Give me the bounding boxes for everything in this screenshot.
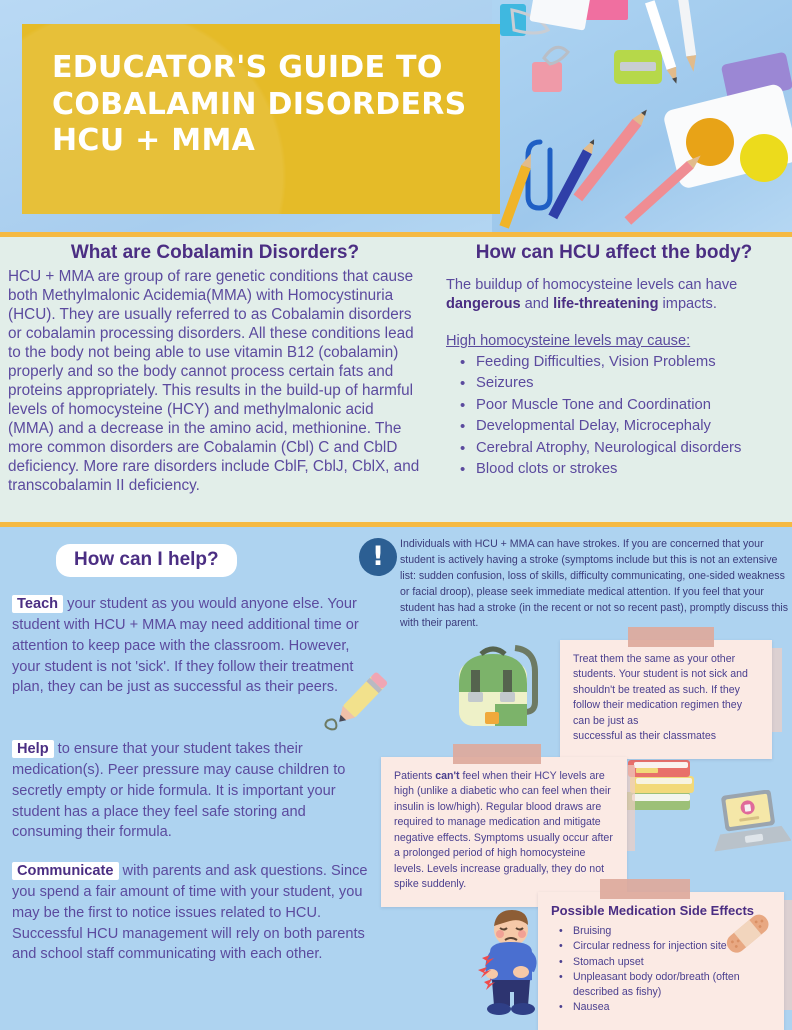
intro-part-1: The buildup of homocysteine levels can have bbox=[446, 277, 738, 293]
list-item-continuation: described as fishy) bbox=[573, 986, 662, 998]
paragraph-help-text: to ensure that your student takes their medication(s). Peer pressure may cause children to secretly empty or hide formula. It is important your student has a place they feel safe storing and consuming their formula. bbox=[12, 741, 346, 841]
cobalamin-heading: What are Cobalamin Disorders? bbox=[70, 242, 360, 263]
paragraph-teach bbox=[12, 594, 368, 698]
green-backpack-illustration bbox=[437, 632, 547, 738]
intro-mid: and bbox=[520, 296, 554, 313]
exclamation-icon bbox=[359, 538, 397, 576]
list-item: • Poor Muscle Tone and Coordination bbox=[460, 395, 782, 416]
note-treat-last-line: successful as their classmates bbox=[573, 730, 717, 743]
keyword-communicate: Communicate bbox=[12, 862, 119, 880]
list-item: • Blood clots or strokes bbox=[460, 459, 782, 480]
note-patients-text bbox=[394, 769, 615, 893]
list-item: • Bruising bbox=[559, 924, 772, 939]
title-line-1: EDUCATOR'S GUIDE TO bbox=[52, 50, 443, 85]
how-can-i-help-title: How can I help? bbox=[56, 544, 237, 577]
paragraph-help bbox=[12, 739, 368, 843]
list-item-text: Unpleasant body odor/breath (often bbox=[573, 970, 740, 983]
page-title bbox=[52, 50, 474, 160]
middle-section bbox=[0, 237, 792, 522]
tape-strip bbox=[453, 744, 541, 764]
note-side-effects bbox=[538, 892, 784, 1030]
title-line-3: HCU + MMA bbox=[52, 123, 256, 159]
bandage-illustration bbox=[722, 908, 774, 960]
side-effects-title: Possible Medication Side Effects bbox=[551, 903, 754, 918]
causes-list bbox=[460, 352, 782, 481]
note-patients-cant-feel bbox=[381, 757, 627, 907]
paragraph-teach-text: your student as you would anyone else. Your student with HCU + MMA may need additional time or attention to keep pace with the classroom. However, your student is not 'sick'. If they follow their treatment plan, they can be just as successful as their peers. bbox=[12, 596, 359, 696]
hcu-body-intro bbox=[446, 276, 782, 315]
list-item: • Nausea bbox=[559, 1000, 772, 1015]
note-patients-bold: can't bbox=[435, 770, 460, 782]
header-banner bbox=[0, 0, 792, 232]
intro-bold-dangerous: dangerous bbox=[446, 296, 521, 313]
school-supplies-photo bbox=[492, 0, 792, 232]
yellow-pencil-illustration bbox=[322, 668, 396, 736]
note-treat-same bbox=[560, 640, 772, 759]
list-item: • Seizures bbox=[460, 373, 782, 394]
cobalamin-body: HCU + MMA are group of rare genetic conditions that cause both Methylmalonic Acidemia(MMA) with Homocystinuria (HCU). They are usually referred to as Cobalamin disorders or cobalamin processing disorders. All these conditions lead to the body not being able to use vitamin B12 (cobalamin) properly and so the body cannot process certain fats and proteins appropriately. This results in the build-up of harmful levels of homocysteine (HCY) and methylmalonic acid (MMA) and a decrease in the amino acid, methionine. The more common disorders are Cobalamin (Cbl) C and CblD deficiency. More rare disorders include CblF, CblJ, CblX, and transcobalamin II deficiency. bbox=[8, 268, 420, 495]
exclamation-glyph: ! bbox=[371, 540, 385, 572]
keyword-teach: Teach bbox=[12, 595, 63, 613]
causes-heading: High homocysteine levels may cause: bbox=[446, 332, 691, 349]
list-item: • Circular redness for injection site bbox=[559, 939, 772, 954]
paragraph-communicate-text: with parents and ask questions. Since you spend a fair amount of time with your student, you may be the first to notice issues related to HCU. Successful HCU management will rely on both parents and school staff communicating with each other. bbox=[12, 863, 368, 963]
keyword-help: Help bbox=[12, 740, 54, 758]
tape-strip bbox=[600, 879, 690, 899]
list-item: • Stomach upset bbox=[559, 955, 772, 970]
hcu-body-column bbox=[432, 237, 792, 522]
laptop-illustration bbox=[713, 790, 791, 858]
note-treat-text: Treat them the same as your other students. Your student is not sick and shouldn't be treated as such. If they follow their medication regimen they can be just as bbox=[573, 653, 748, 727]
paragraph-communicate bbox=[12, 861, 368, 965]
list-item: • Developmental Delay, Microcephaly bbox=[460, 416, 782, 437]
stationery-doodles bbox=[492, 0, 792, 232]
list-item: • Cerebral Atrophy, Neurological disorders bbox=[460, 438, 782, 459]
note-patients-part-2: feel when their HCY levels are high (unlike a diabetic who can feel when their insulin is low/high). Regular blood draws are required to manage medication and mitigate negative effects. Symptoms usually occur after a prolonged period of high homocysteine levels. Levels increase gradually, they do not spike suddenly. bbox=[394, 770, 613, 891]
list-item bbox=[559, 970, 772, 1001]
list-item: • Feeding Difficulties, Vision Problems bbox=[460, 352, 782, 373]
intro-bold-life-threatening: life-threatening bbox=[553, 296, 659, 313]
stroke-warning-text: Individuals with HCU + MMA can have strokes. If you are concerned that your student is actively having a stroke (symptoms include but this is not an extensive list: sudden confusion, loss of skills, difficulty communicating, one-sided weakness or facial droop), please seek immediate medical attention. If you feel that your student has had a stroke (in the recent or not so recent past), promptly discuss this with their parent. bbox=[400, 538, 789, 630]
intro-part-2: impacts. bbox=[658, 296, 717, 313]
tape-strip bbox=[628, 627, 714, 647]
title-line-2: COBALAMIN DISORDERS bbox=[52, 86, 467, 122]
note-patients-part-1: Patients bbox=[394, 770, 436, 782]
cobalamin-column bbox=[0, 237, 432, 522]
title-box bbox=[22, 24, 500, 214]
hcu-body-heading: How can HCU affect the body? bbox=[475, 242, 753, 263]
